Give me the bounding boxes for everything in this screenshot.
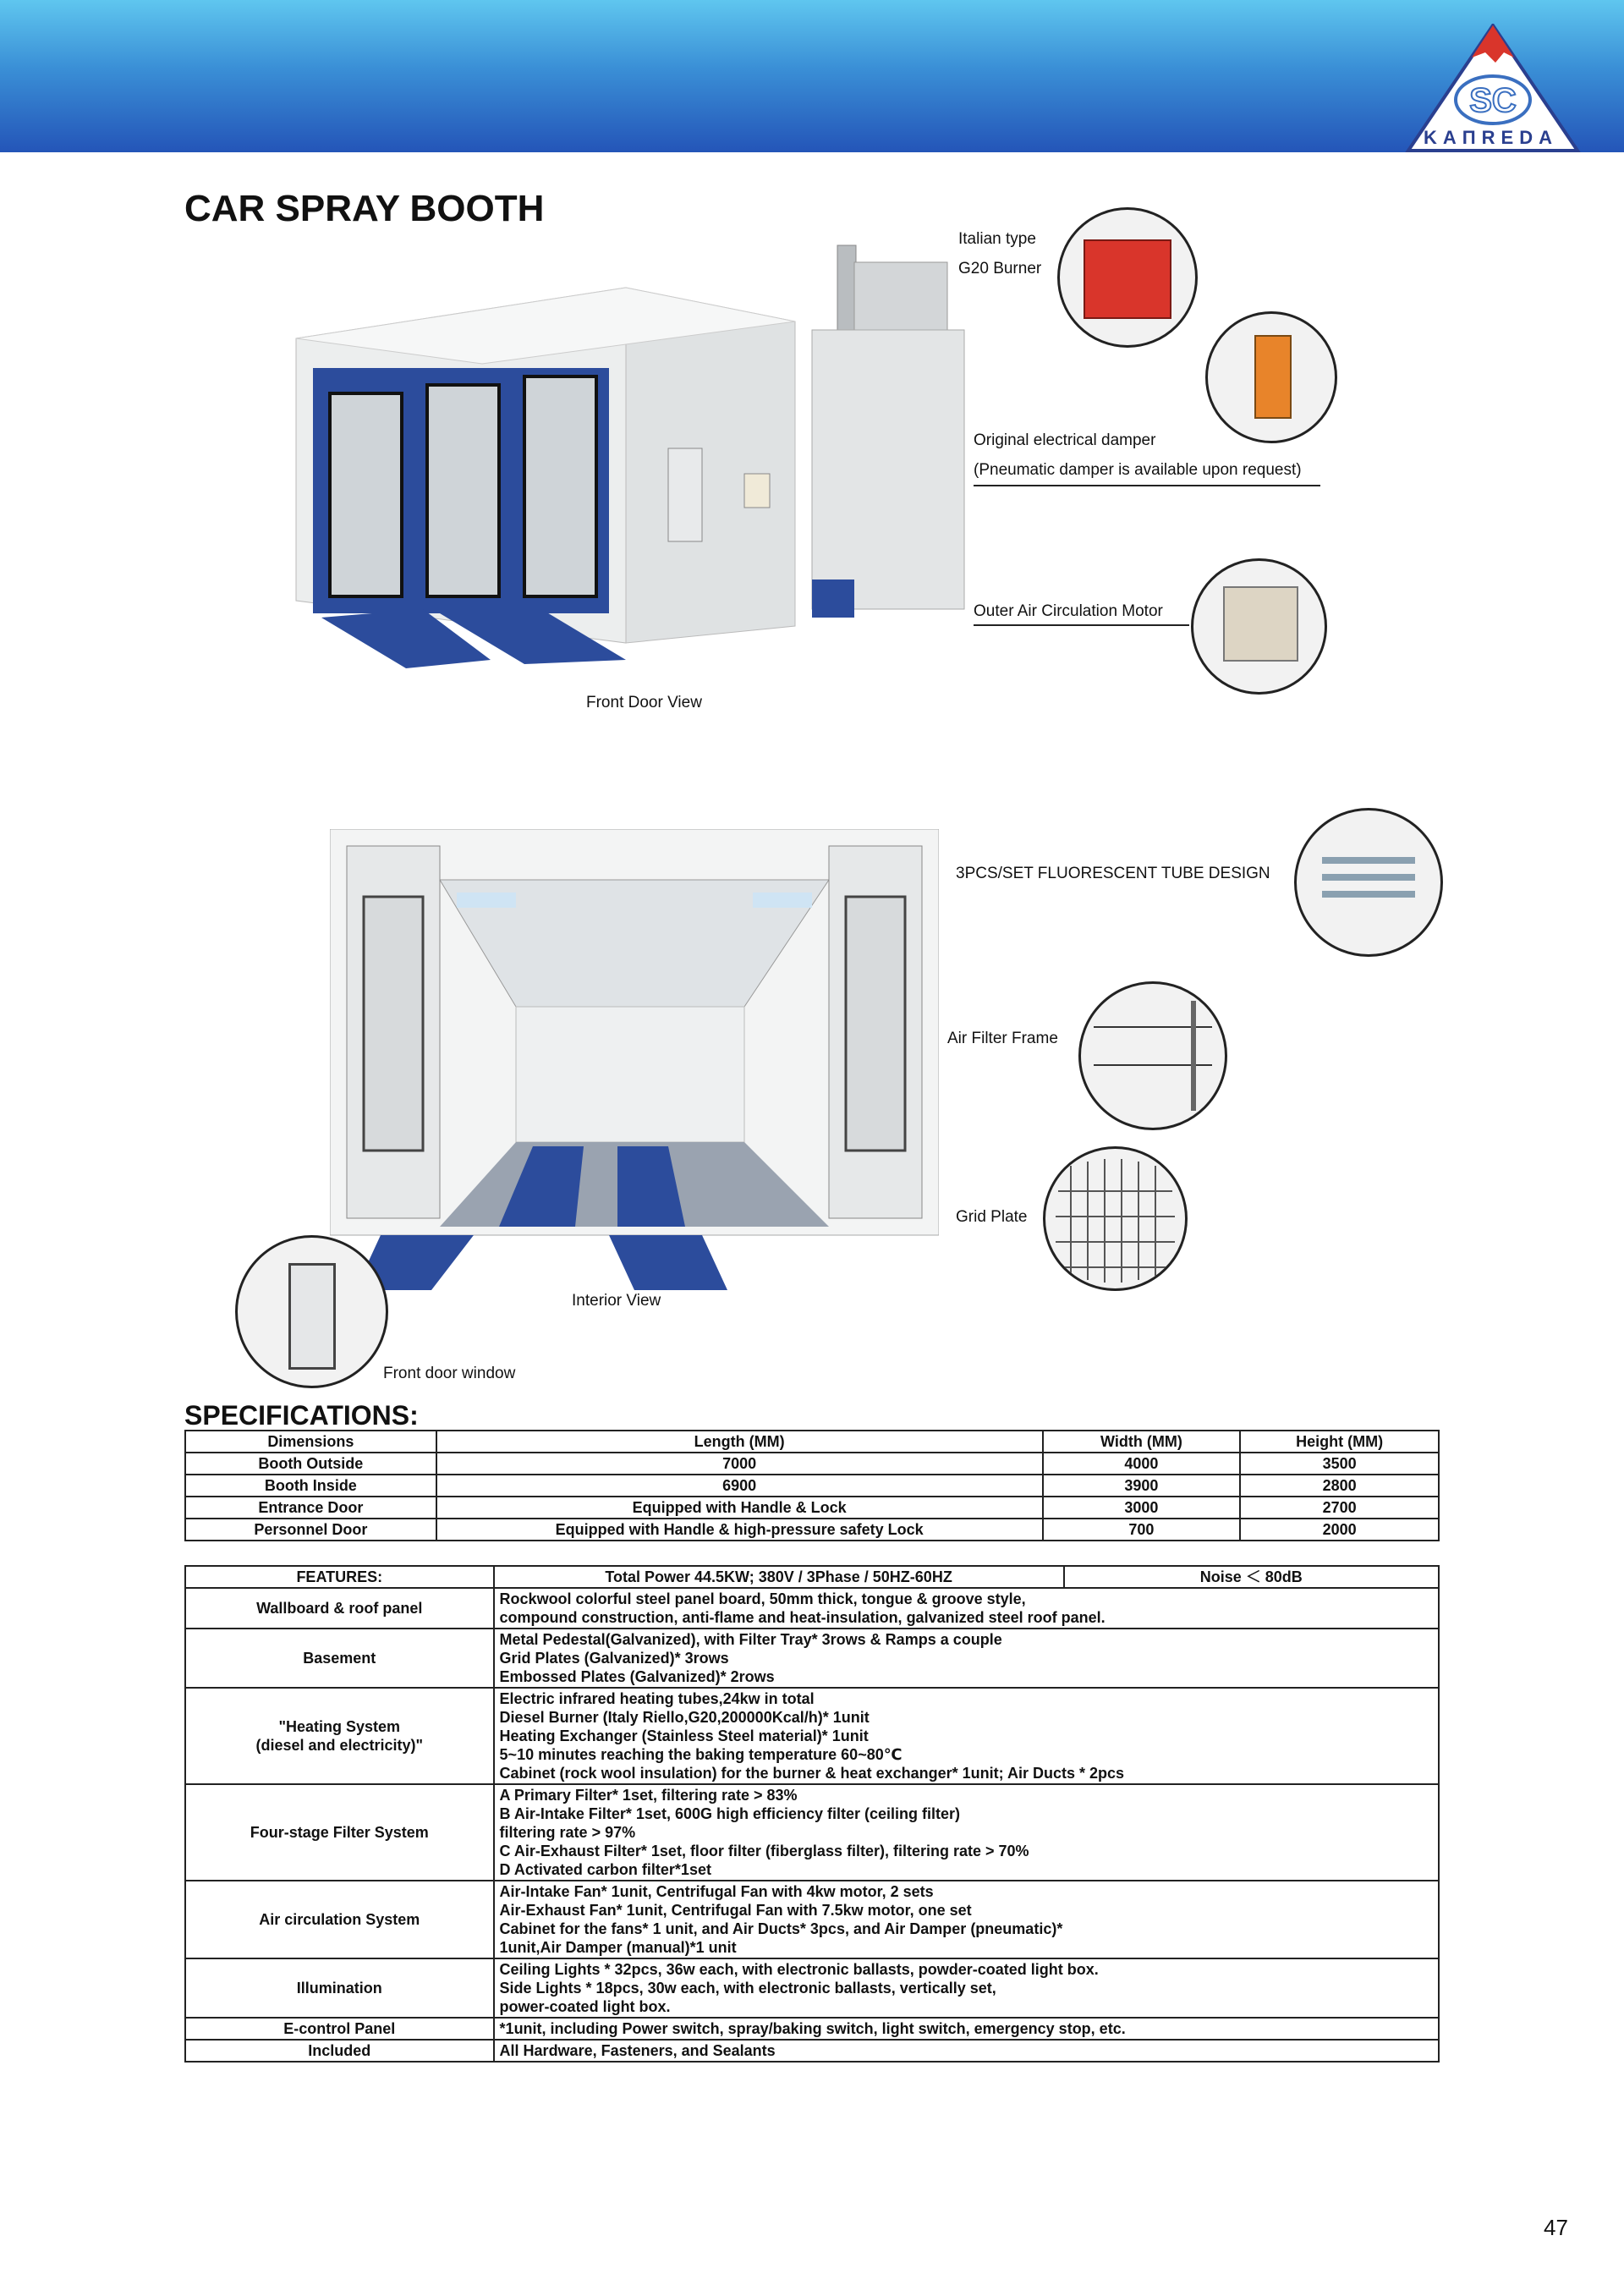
door-window-caption: Front door window — [383, 1365, 516, 1382]
burner-detail-circle — [1057, 207, 1198, 348]
feature-line: Electric infrared heating tubes,24kw in total — [499, 1690, 815, 1707]
dimensions-header-row — [185, 1431, 1439, 1453]
total-power-cell: Total Power 44.5KW; 380V / 3Phase / 50HZ-60HZ — [494, 1566, 1064, 1588]
feature-line: D Activated carbon filter*1set — [499, 1861, 711, 1878]
grid-plate-pattern — [1045, 1149, 1185, 1288]
feature-line: Grid Plates (Galvanized)* 3rows — [499, 1650, 729, 1667]
width-header-cell: Width (MM) — [1043, 1431, 1241, 1453]
motor-housing — [1223, 586, 1298, 662]
burner-label-line2: G20 Burner — [958, 260, 1042, 277]
table-row — [185, 1475, 1439, 1497]
feature-line: Embossed Plates (Galvanized)* 2rows — [499, 1668, 775, 1685]
feature-row — [185, 1881, 1439, 1958]
interior-view-caption: Interior View — [572, 1292, 661, 1310]
feature-name-cell: Included — [185, 2040, 494, 2062]
table-cell: Booth Outside — [185, 1453, 436, 1475]
feature-line: Cabinet for the fans* 1 unit, and Air Ducts* 3pcs, and Air Damper (pneumatic)* — [499, 1920, 1063, 1937]
filter-frame-detail-circle — [1078, 981, 1227, 1130]
feature-line: Heating Exchanger (Stainless Steel material)* 1unit — [499, 1727, 869, 1744]
feature-description-cell — [494, 1588, 1439, 1629]
motor-underline — [974, 624, 1189, 626]
table-cell: 3500 — [1240, 1453, 1439, 1475]
feature-description-cell — [494, 1958, 1439, 2018]
feature-name-cell: Wallboard & roof panel — [185, 1588, 494, 1629]
front-door-view-photo — [271, 237, 973, 685]
feature-line: Metal Pedestal(Galvanized), with Filter Tray* 3rows & Ramps a couple — [499, 1631, 1002, 1648]
table-row — [185, 1497, 1439, 1519]
tube-2 — [1322, 874, 1415, 881]
svg-text:SC: SC — [1469, 82, 1517, 119]
burner-box — [1084, 239, 1171, 319]
table-cell: 3900 — [1043, 1475, 1241, 1497]
feature-row — [185, 1958, 1439, 2018]
table-row — [185, 1519, 1439, 1541]
table-cell: Booth Inside — [185, 1475, 436, 1497]
table-cell: 700 — [1043, 1519, 1241, 1541]
door-window-pane — [288, 1263, 336, 1370]
noise-cell: Noise ＜ 80dB — [1064, 1566, 1439, 1588]
table-cell: Equipped with Handle & high-pressure safety Lock — [436, 1519, 1043, 1541]
feature-description-cell — [494, 1881, 1439, 1958]
table-cell: 2000 — [1240, 1519, 1439, 1541]
feature-line: filtering rate > 97% — [499, 1824, 636, 1841]
frame-post — [1191, 1001, 1196, 1111]
feature-row — [185, 2018, 1439, 2040]
motor-detail-circle — [1191, 558, 1327, 695]
fluorescent-label: 3PCS/SET FLUORESCENT TUBE DESIGN — [956, 865, 1270, 882]
feature-row — [185, 1688, 1439, 1784]
burner-label-line1: Italian type — [958, 230, 1036, 248]
feature-name-cell: Four-stage Filter System — [185, 1784, 494, 1881]
page-title: CAR SPRAY BOOTH — [184, 188, 545, 229]
feature-name-cell: Air circulation System — [185, 1881, 494, 1958]
feature-line: All Hardware, Fasteners, and Sealants — [499, 2042, 776, 2059]
features-header-cell: FEATURES: — [185, 1566, 494, 1588]
dimensions-header-cell: Dimensions — [185, 1431, 436, 1453]
feature-name-cell: Basement — [185, 1629, 494, 1688]
table-cell: 6900 — [436, 1475, 1043, 1497]
feature-line: 5~10 minutes reaching the baking temperature 60~80℃ — [499, 1746, 903, 1763]
fluorescent-detail-circle — [1294, 808, 1443, 957]
table-cell: 3000 — [1043, 1497, 1241, 1519]
page-number: 47 — [1544, 2215, 1568, 2240]
feature-line: *1unit, including Power switch, spray/baking switch, light switch, emergency stop, etc. — [499, 2020, 1126, 2037]
feature-line: 1unit,Air Damper (manual)*1 unit — [499, 1939, 737, 1956]
damper-label-line2: (Pneumatic damper is available upon request) — [974, 461, 1302, 479]
feature-name-cell: E-control Panel — [185, 2018, 494, 2040]
table-row — [185, 1453, 1439, 1475]
feature-line: Air-Intake Fan* 1unit, Centrifugal Fan with 4kw motor, 2 sets — [499, 1883, 934, 1900]
feature-description-cell — [494, 2040, 1439, 2062]
damper-label-line1: Original electrical damper — [974, 431, 1156, 449]
feature-row — [185, 1588, 1439, 1629]
feature-description-cell — [494, 1688, 1439, 1784]
tube-3 — [1322, 891, 1415, 898]
table-cell: Equipped with Handle & Lock — [436, 1497, 1043, 1519]
dimensions-table — [184, 1430, 1440, 1541]
brand-wordmark: KAΠREDA — [1424, 127, 1558, 148]
tube-1 — [1322, 857, 1415, 864]
feature-description-cell — [494, 2018, 1439, 2040]
feature-name-cell: Illumination — [185, 1958, 494, 2018]
table-cell: 2800 — [1240, 1475, 1439, 1497]
table-cell: 4000 — [1043, 1453, 1241, 1475]
damper-underline — [974, 485, 1320, 486]
specifications-heading: SPECIFICATIONS: — [184, 1400, 419, 1431]
feature-line: power-coated light box. — [499, 1998, 671, 2015]
feature-line: Cabinet (rock wool insulation) for the burner & heat exchanger* 1unit; Air Ducts * 2pcs — [499, 1765, 1124, 1782]
table-cell: Entrance Door — [185, 1497, 436, 1519]
length-header-cell: Length (MM) — [436, 1431, 1043, 1453]
features-header-row — [185, 1566, 1439, 1588]
feature-line: Ceiling Lights * 32pcs, 36w each, with electronic ballasts, powder-coated light box. — [499, 1961, 1099, 1978]
motor-label: Outer Air Circulation Motor — [974, 602, 1163, 620]
feature-line: A Primary Filter* 1set, filtering rate > 83% — [499, 1787, 798, 1804]
feature-row — [185, 1629, 1439, 1688]
feature-line: Side Lights * 18pcs, 30w each, with electronic ballasts, vertically set, — [499, 1980, 996, 1997]
feature-line: C Air-Exhaust Filter* 1set, floor filter (fiberglass filter), filtering rate > 70% — [499, 1843, 1029, 1859]
table-cell: 7000 — [436, 1453, 1043, 1475]
damper-detail-circle — [1205, 311, 1337, 443]
feature-name-cell: "Heating System (diesel and electricity)" — [185, 1688, 494, 1784]
interior-view-photo — [330, 829, 939, 1303]
damper-actuator — [1254, 335, 1292, 419]
filter-frame-label: Air Filter Frame — [947, 1030, 1058, 1047]
feature-description-cell — [494, 1629, 1439, 1688]
table-cell: Personnel Door — [185, 1519, 436, 1541]
feature-line: B Air-Intake Filter* 1set, 600G high efficiency filter (ceiling filter) — [499, 1805, 961, 1822]
table-cell: 2700 — [1240, 1497, 1439, 1519]
feature-line: Rockwool colorful steel panel board, 50mm thick, tongue & groove style, — [499, 1590, 1026, 1607]
front-door-view-caption: Front Door View — [586, 694, 702, 711]
height-header-cell: Height (MM) — [1240, 1431, 1439, 1453]
grid-plate-detail-circle — [1043, 1146, 1188, 1291]
feature-line: Diesel Burner (Italy Riello,G20,200000Kcal/h)* 1unit — [499, 1709, 870, 1726]
grid-plate-label: Grid Plate — [956, 1208, 1028, 1226]
feature-line: compound construction, anti-flame and heat-insulation, galvanized steel roof panel. — [499, 1609, 1106, 1626]
features-table — [184, 1565, 1440, 2063]
feature-description-cell — [494, 1784, 1439, 1881]
feature-row — [185, 2040, 1439, 2062]
header-band — [0, 0, 1624, 152]
feature-row — [185, 1784, 1439, 1881]
door-window-detail-circle — [235, 1235, 388, 1388]
feature-line: Air-Exhaust Fan* 1unit, Centrifugal Fan with 7.5kw motor, one set — [499, 1902, 972, 1919]
features-body — [185, 1588, 1439, 2062]
